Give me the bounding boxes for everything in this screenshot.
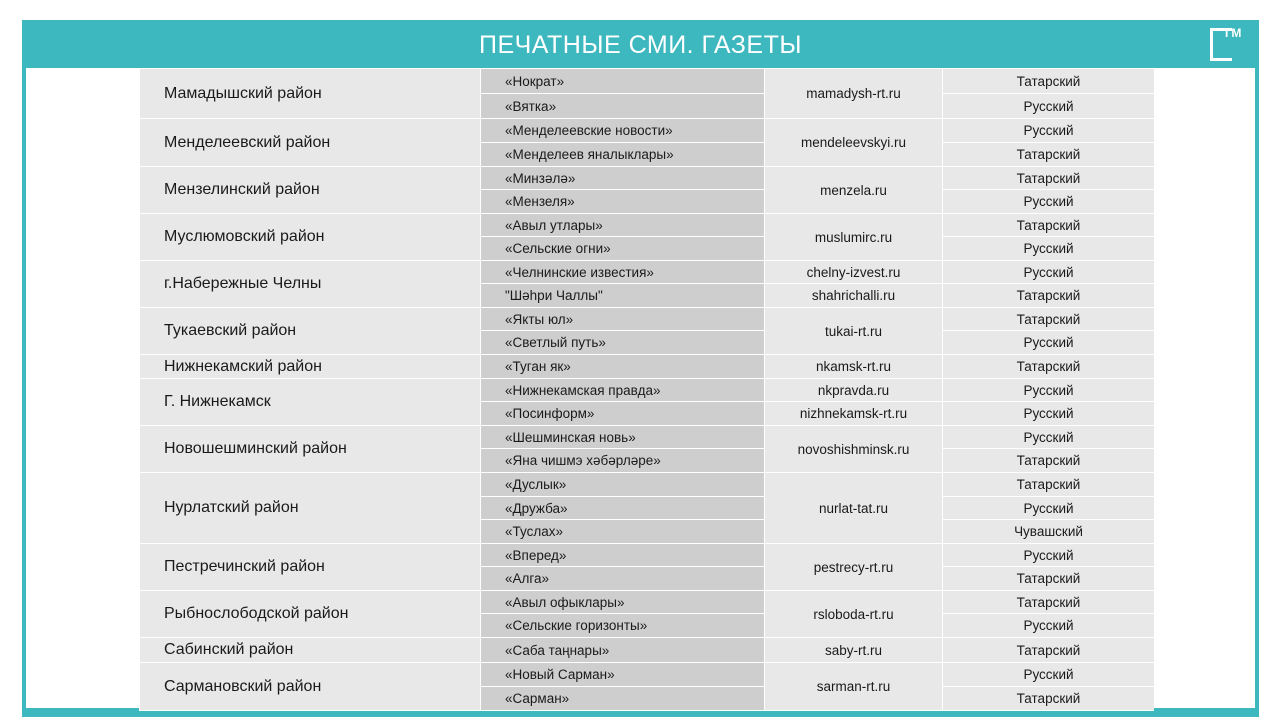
newspaper-cell: «Посинформ» (481, 402, 765, 426)
language-cell: Русский (943, 497, 1155, 520)
table-row (140, 69, 1155, 94)
district-cell: Рыбнослободской район (140, 591, 481, 638)
table-row (140, 308, 1155, 331)
language-cell: Татарский (943, 687, 1155, 711)
language-cell: Татарский (943, 143, 1155, 167)
website-cell: shahrichalli.ru (765, 284, 943, 308)
newspaper-cell: "Шәһри Чаллы" (481, 284, 765, 308)
newspaper-cell: «Алга» (481, 567, 765, 591)
language-cell: Татарский (943, 449, 1155, 473)
website-cell: saby-rt.ru (765, 638, 943, 663)
website-cell: nkamsk-rt.ru (765, 355, 943, 379)
newspaper-cell: «Авыл утлары» (481, 214, 765, 237)
district-cell: Менделеевский район (140, 119, 481, 167)
website-cell: sarman-rt.ru (765, 663, 943, 711)
district-cell: Сабинский район (140, 638, 481, 663)
language-cell: Русский (943, 94, 1155, 119)
table-row (140, 638, 1155, 663)
district-cell: Мамадышский район (140, 69, 481, 119)
language-cell: Русский (943, 190, 1155, 214)
website-cell: tukai-rt.ru (765, 308, 943, 355)
district-cell: Новошешминский район (140, 426, 481, 473)
newspaper-cell: «Сельские огни» (481, 237, 765, 261)
language-cell: Русский (943, 261, 1155, 284)
table-row (140, 663, 1155, 687)
language-cell: Татарский (943, 214, 1155, 237)
table-row (140, 261, 1155, 284)
website-cell: novoshishminsk.ru (765, 426, 943, 473)
newspaper-cell: «Нократ» (481, 69, 765, 94)
language-cell: Русский (943, 614, 1155, 638)
slide-bottom-bar (22, 711, 1259, 717)
language-cell: Русский (943, 544, 1155, 567)
district-cell: Г. Нижнекамск (140, 379, 481, 426)
newspaper-cell: «Туслах» (481, 520, 765, 544)
language-cell: Русский (943, 426, 1155, 449)
table-row (140, 119, 1155, 143)
language-cell: Татарский (943, 69, 1155, 94)
district-cell: Нурлатский район (140, 473, 481, 544)
website-cell: menzela.ru (765, 167, 943, 214)
table-row (140, 426, 1155, 449)
table-row (140, 167, 1155, 190)
slide-title: ПЕЧАТНЫЕ СМИ. ГАЗЕТЫ (478, 31, 802, 59)
website-cell: nurlat-tat.ru (765, 473, 943, 544)
language-cell: Татарский (943, 473, 1155, 497)
language-cell: Чувашский (943, 520, 1155, 544)
newspaper-cell: «Светлый путь» (481, 331, 765, 355)
website-cell: nizhnekamsk-rt.ru (765, 402, 943, 426)
district-cell: Нижнекамский район (140, 355, 481, 379)
newspaper-cell: «Минзәлә» (481, 167, 765, 190)
newspaper-cell: «Дружба» (481, 497, 765, 520)
language-cell: Русский (943, 379, 1155, 402)
newspapers-table-container (139, 68, 1154, 711)
newspaper-cell: «Авыл офыклары» (481, 591, 765, 614)
language-cell: Татарский (943, 167, 1155, 190)
newspaper-cell: «Дуслык» (481, 473, 765, 497)
newspaper-cell: «Шешминская новь» (481, 426, 765, 449)
newspaper-cell: «Менделеев яналыклары» (481, 143, 765, 167)
table-row (140, 379, 1155, 402)
newspaper-cell: «Менделеевские новости» (481, 119, 765, 143)
newspaper-cell: «Саба таңнары» (481, 638, 765, 663)
table-row (140, 544, 1155, 567)
district-cell: Пестречинский район (140, 544, 481, 591)
district-cell: Муслюмовский район (140, 214, 481, 261)
district-cell: Сармановский район (140, 663, 481, 711)
newspaper-cell: «Вперед» (481, 544, 765, 567)
table-row (140, 591, 1155, 614)
language-cell: Татарский (943, 567, 1155, 591)
language-cell: Татарский (943, 591, 1155, 614)
website-cell: pestrecy-rt.ru (765, 544, 943, 591)
language-cell: Русский (943, 119, 1155, 143)
website-cell: chelny-izvest.ru (765, 261, 943, 284)
language-cell: Русский (943, 663, 1155, 687)
newspapers-table (139, 68, 1154, 711)
district-cell: Мензелинский район (140, 167, 481, 214)
language-cell: Русский (943, 237, 1155, 261)
newspaper-cell: «Нижнекамская правда» (481, 379, 765, 402)
newspapers-table-body (140, 69, 1155, 711)
newspaper-cell: «Туган як» (481, 355, 765, 379)
newspaper-cell: «Сельские горизонты» (481, 614, 765, 638)
newspaper-cell: «Якты юл» (481, 308, 765, 331)
table-row (140, 473, 1155, 497)
website-cell: nkpravda.ru (765, 379, 943, 402)
newspaper-cell: «Новый Сарман» (481, 663, 765, 687)
website-cell: rsloboda-rt.ru (765, 591, 943, 638)
newspaper-cell: «Челнинские известия» (481, 261, 765, 284)
logo-text: TM (1223, 26, 1243, 40)
language-cell: Русский (943, 331, 1155, 355)
website-cell: muslumirc.ru (765, 214, 943, 261)
language-cell: Татарский (943, 308, 1155, 331)
language-cell: Русский (943, 402, 1155, 426)
website-cell: mamadysh-rt.ru (765, 69, 943, 119)
language-cell: Татарский (943, 638, 1155, 663)
newspaper-cell: «Вятка» (481, 94, 765, 119)
newspaper-cell: «Яна чишмэ хәбәрләре» (481, 449, 765, 473)
newspaper-cell: «Мензеля» (481, 190, 765, 214)
newspaper-cell: «Сарман» (481, 687, 765, 711)
district-cell: Тукаевский район (140, 308, 481, 355)
table-row (140, 355, 1155, 379)
district-cell: г.Набережные Челны (140, 261, 481, 308)
table-row (140, 214, 1155, 237)
language-cell: Татарский (943, 284, 1155, 308)
website-cell: mendeleevskyi.ru (765, 119, 943, 167)
language-cell: Татарский (943, 355, 1155, 379)
